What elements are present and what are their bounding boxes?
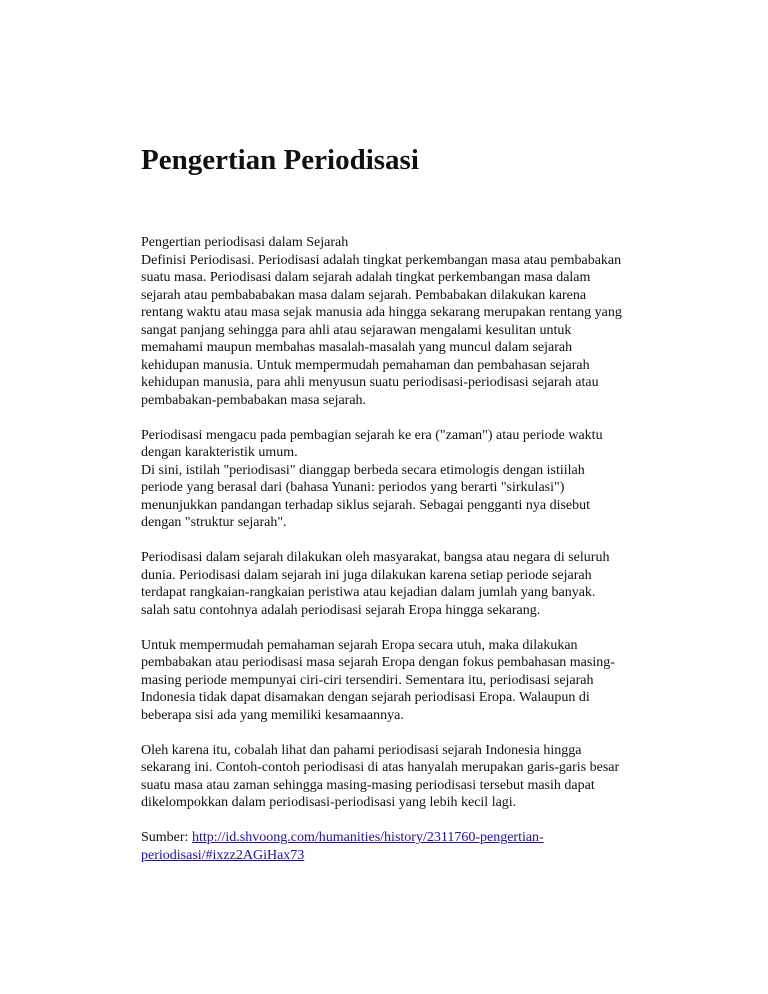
text-line: periode yang berasal dari (bahasa Yunani: periodos yang berarti "sirkulasi")	[141, 480, 565, 495]
source-line	[141, 847, 671, 865]
text-line: salah satu contohnya adalah periodisasi sejarah Eropa hingga sekarang.	[141, 602, 541, 618]
source-label: Sumber:	[141, 830, 192, 845]
text-line: masing periode mempunyai ciri-ciri tersendiri. Sementara itu, periodisasi sejarah	[141, 672, 594, 688]
text-line: kehidupan manusia, para ahli menyusun suatu periodisasi-periodisasi sejarah atau	[141, 375, 599, 390]
text-line: Untuk mempermudah pemahaman sejarah Eropa secara utuh, maka dilakukan	[141, 637, 578, 653]
text-line: Indonesia tidak dapat disamakan dengan sejarah periodisasi Eropa. Walaupun di	[141, 690, 590, 705]
paragraph-europe	[141, 637, 671, 725]
page-title: Pengertian Periodisasi	[141, 144, 419, 176]
source-line	[141, 829, 671, 847]
text-line: dengan karakteristik umum.	[141, 445, 298, 460]
text-line: Periodisasi dalam sejarah dilakukan oleh masyarakat, bangsa atau negara di seluruh	[141, 550, 610, 565]
text-line: Oleh karena itu, cobalah lihat dan pahami periodisasi sejarah Indonesia hingga	[141, 742, 582, 758]
paragraph-era	[141, 427, 671, 532]
text-line: kehidupan manusia. Untuk mempermudah pemahaman dan pembahasan sejarah	[141, 357, 590, 373]
text-line: pembabakan atau periodisasi masa sejarah Eropa dengan fokus pembahasan masing-	[141, 655, 615, 670]
text-line: menunjukkan pandangan terhadap siklus sejarah. Sebagai pengganti nya disebut	[141, 497, 591, 513]
text-line: suatu masa. Periodisasi dalam sejarah adalah tingkat perkembangan masa dalam	[141, 270, 591, 285]
text-line: suatu masa atau zaman sehingga masing-masing periodisasi tersebut masih dapat	[141, 777, 595, 793]
text-line: Periodisasi mengacu pada pembagian sejarah ke era ("zaman") atau periode waktu	[141, 427, 603, 443]
text-line: terdapat rangkaian-rangkaian peristiwa atau kejadian dalam jumlah yang banyak.	[141, 585, 596, 600]
text-line: rentang waktu atau masa sejak manusia ada hingga sekarang merupakan rentang yang	[141, 305, 622, 320]
text-line: Definisi Periodisasi. Periodisasi adalah tingkat perkembangan masa atau pembabakan	[141, 252, 622, 268]
document-content	[141, 138, 671, 882]
text-line: Di sini, istilah "periodisasi" dianggap berbeda secara etimologis dengan istiilah	[141, 462, 585, 478]
text-line: Pengertian periodisasi dalam Sejarah	[141, 235, 349, 250]
text-line: dunia. Periodisasi dalam sejarah ini juga dilakukan karena setiap periode sejarah	[141, 567, 592, 583]
text-line: sekarang ini. Contoh-contoh periodisasi di atas hanyalah merupakan garis-garis besar	[141, 760, 620, 775]
text-line: sejarah atau pembababakan masa dalam sejarah. Pembabakan dilakukan karena	[141, 287, 587, 303]
source-link[interactable]: http://id.shvoong.com/humanities/history/2311760-pengertian-	[191, 830, 544, 845]
text-line: pembabakan-pembabakan masa sejarah.	[141, 392, 367, 408]
source-link-continued[interactable]: periodisasi/#ixzz2AGiHax73	[141, 847, 305, 863]
text-line: beberapa sisi ada yang memiliki kesamaannya.	[141, 707, 404, 723]
text-line: sangat panjang sehingga para ahli atau sejarawan mengalami kesulitan untuk	[141, 322, 572, 338]
text-line: memahami maupun membahas masalah-masalah yang muncul dalam sejarah	[141, 340, 573, 355]
paragraph-society	[141, 549, 671, 619]
source-citation	[141, 829, 671, 864]
text-line: dengan "struktur sejarah".	[141, 515, 287, 530]
paragraph-definition	[141, 234, 671, 409]
text-line: dikelompokkan dalam periodisasi-periodisasi yang lebih kecil lagi.	[141, 795, 517, 810]
paragraph-indonesia	[141, 742, 671, 812]
